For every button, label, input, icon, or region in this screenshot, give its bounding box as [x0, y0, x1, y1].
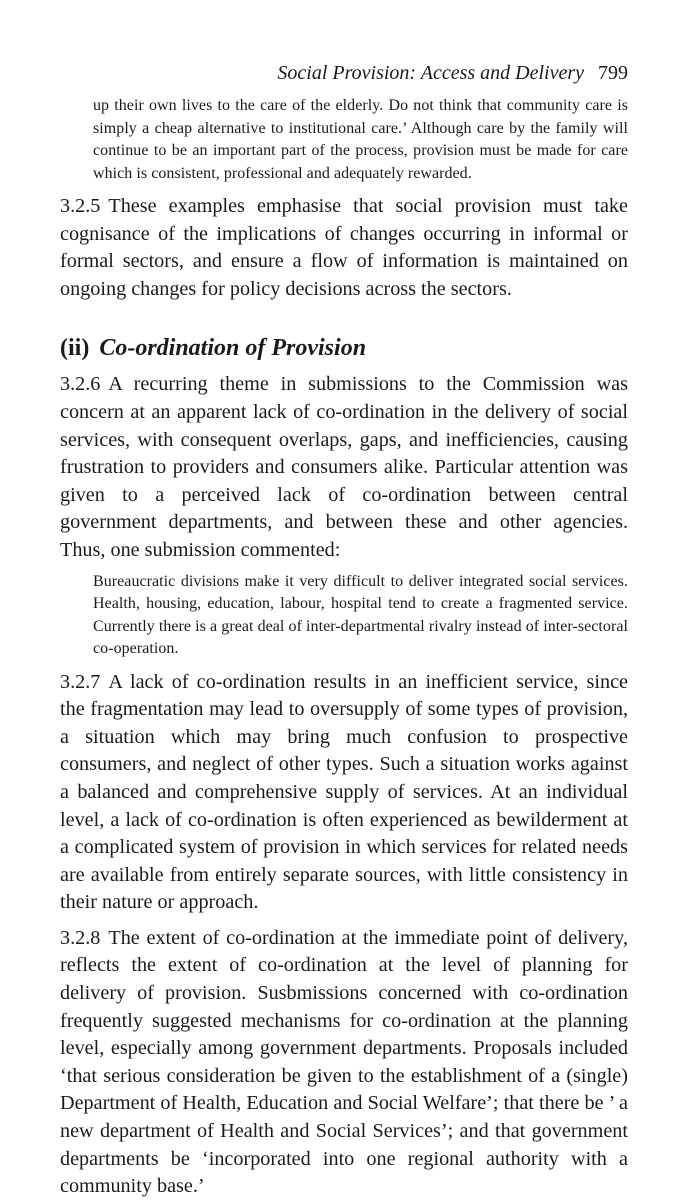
paragraph-3-2-5	[60, 193, 628, 303]
section-heading	[60, 333, 628, 363]
paragraph-number: 3.2.8	[60, 926, 101, 949]
section-numeral: (ii)	[60, 335, 90, 362]
paragraph-text: The extent of co-ordination at the immediate point of delivery, reflects the extent of co-ordination at the level of planning for delivery of provision. Susbmissions concerned with co-ordination frequently suggested mechanisms for co-ordination at the planning level, especially among government departments. Proposals included ‘that serious consideration be given to the establishment of a (single) Department of Health, Education and Social Welfare’; that there be ’ a new department of Health and Social Services’; and that government departments be ‘incorporated into one regional authority with a community base.’	[60, 926, 628, 1198]
block-quote-elderly-care: up their own lives to the care of the elderly. Do not think that community care is simply a cheap alternative to institutional care.’ Although care by the family will continue to be an important part of the process, provision must be made for care which is consistent, professional and adequately rewarded.	[93, 97, 628, 182]
paragraph-3-2-8	[60, 925, 628, 1201]
page-body	[60, 95, 628, 1201]
paragraph-3-2-6	[60, 371, 628, 564]
paragraph-text: A recurring theme in submissions to the Commission was concern at an apparent lack of co-ordination in the delivery of social services, with consequent overlaps, gaps, and inefficiencies, causing frustration to providers and consumers alike. Particular attention was given to a perceived lack of co-ordination between central government departments, and between these and other agencies. Thus, one submission commented:	[60, 373, 628, 561]
section-title: Co-ordination of Provision	[99, 335, 367, 362]
paragraph-text: A lack of co-ordination results in an inefficient service, since the fragmentation may lead to oversupply of some types of provision, a situation which may bring much confusion to prospective consumers, and neglect of other types. Such a situation works against a balanced and comprehensive supply of services. At an individual level, a lack of co-ordination is often experienced as bewilderment at a complicated system of provision in which services for related needs are available from entirely separate sources, with little consistency in their nature or approach.	[60, 670, 628, 914]
block-quote-bureaucratic-divisions: Bureaucratic divisions make it very difficult to deliver integrated social services. Health, housing, education, labour, hospital tend to create a fragmented service. Currently there is a great deal of inter-departmental rivalry instead of inter-sectoral co-operation.	[93, 572, 628, 658]
paragraph-number: 3.2.6	[60, 373, 101, 396]
paragraph-3-2-7	[60, 669, 628, 917]
running-head	[277, 62, 628, 85]
running-head-title: Social Provision: Access and Delivery	[277, 62, 584, 84]
paragraph-number: 3.2.7	[60, 670, 101, 693]
paragraph-text: These examples emphasise that social provision must take cognisance of the implications of changes occurring in informal or formal sectors, and ensure a flow of information is maintained on ongoing changes for policy decisions across the sectors.	[60, 195, 628, 300]
paragraph-number: 3.2.5	[60, 195, 101, 217]
page-number: 799	[598, 62, 628, 84]
